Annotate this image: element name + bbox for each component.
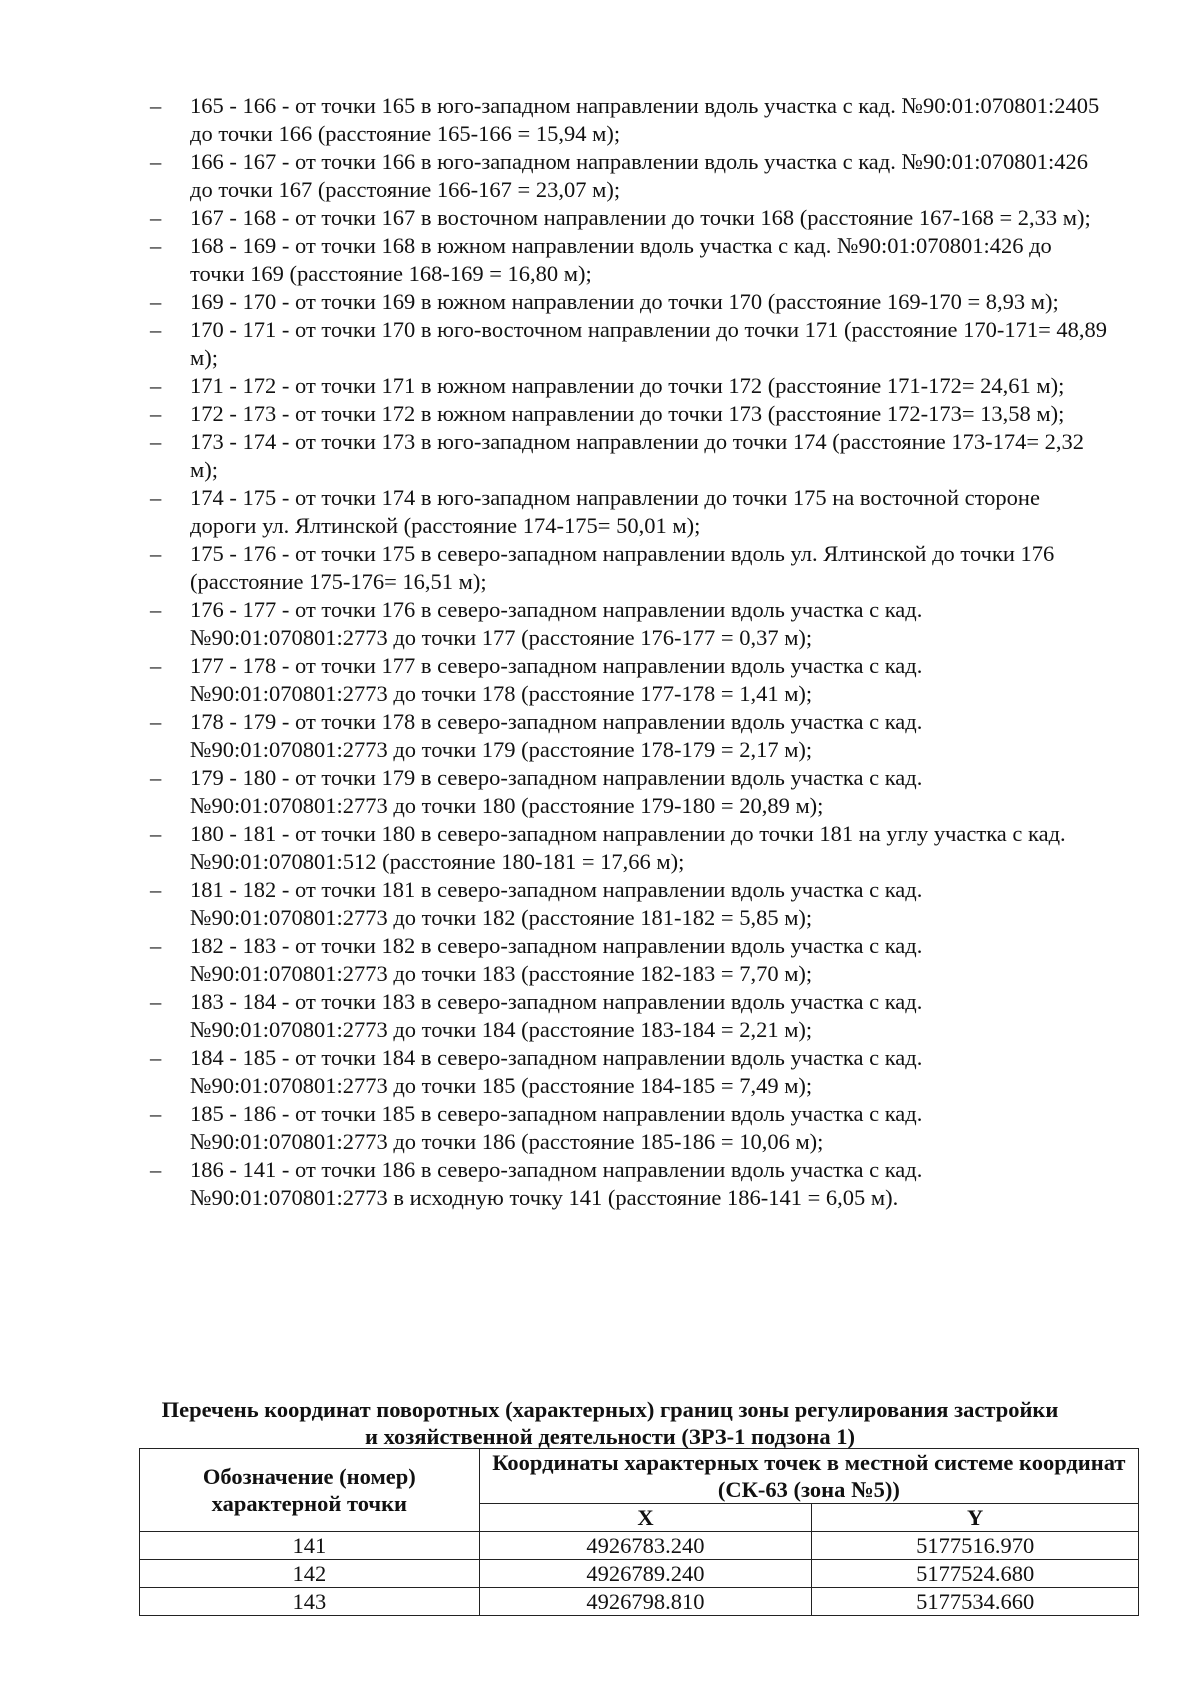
list-item-text: 167 - 168 - от точки 167 в восточном направлении до точки 168 (расстояние 167-168 = 2,33 м); [190, 205, 1091, 230]
list-item-text: 174 - 175 - от точки 174 в юго-западном направлении до точки 175 на восточной стороне дороги ул. Ялтинской (расстояние 174-175= 50,01 м); [190, 485, 1040, 538]
list-item-text: 180 - 181 - от точки 180 в северо-западном направлении до точки 181 на углу участка с кад. №90:01:070801:512 (расстояние 180-181 = 17,66 м); [190, 821, 1066, 874]
list-item [150, 204, 1110, 232]
list-item [150, 1100, 1110, 1156]
list-item-text: 185 - 186 - от точки 185 в северо-западном направлении вдоль участка с кад. №90:01:070801:2773 до точки 186 (расстояние 185-186 = 10,06 м); [190, 1101, 923, 1154]
list-item-text: 183 - 184 - от точки 183 в северо-западном направлении вдоль участка с кад. №90:01:070801:2773 до точки 184 (расстояние 183-184 = 2,21 м); [190, 989, 923, 1042]
list-item [150, 428, 1110, 484]
boundary-description-list [150, 92, 1110, 1212]
list-item [150, 288, 1110, 316]
table-row [140, 1560, 1139, 1588]
list-item [150, 232, 1110, 288]
y-coordinate-cell: 5177524.680 [812, 1560, 1139, 1588]
point-number-header: Обозначение (номер) характерной точки [140, 1449, 480, 1532]
list-item-text: 171 - 172 - от точки 171 в южном направлении до точки 172 (расстояние 171-172= 24,61 м); [190, 373, 1065, 398]
list-item [150, 1156, 1110, 1212]
list-item [150, 400, 1110, 428]
list-item [150, 316, 1110, 372]
list-dash: – [150, 1045, 162, 1070]
list-item-text: 172 - 173 - от точки 172 в южном направлении до точки 173 (расстояние 172-173= 13,58 м); [190, 401, 1065, 426]
list-dash: – [150, 317, 162, 342]
list-item-text: 181 - 182 - от точки 181 в северо-западном направлении вдоль участка с кад. №90:01:070801:2773 до точки 182 (расстояние 181-182 = 5,85 м); [190, 877, 923, 930]
list-item [150, 372, 1110, 400]
list-dash: – [150, 933, 162, 958]
y-coordinate-cell: 5177516.970 [812, 1532, 1139, 1560]
list-dash: – [150, 289, 162, 314]
table-row [140, 1588, 1139, 1616]
list-dash: – [150, 149, 162, 174]
list-item-text: 166 - 167 - от точки 166 в юго-западном направлении вдоль участка с кад. №90:01:070801:426 до точки 167 (расстояние 166-167 = 23,07 м); [190, 149, 1088, 202]
list-dash: – [150, 93, 162, 118]
list-item-text: 176 - 177 - от точки 176 в северо-западном направлении вдоль участка с кад. №90:01:070801:2773 до точки 177 (расстояние 176-177 = 0,37 м); [190, 597, 923, 650]
list-item [150, 820, 1110, 876]
list-dash: – [150, 485, 162, 510]
coordinates-table [139, 1448, 1139, 1616]
table-header-row [140, 1449, 1139, 1504]
x-header: X [479, 1504, 812, 1532]
list-item [150, 876, 1110, 932]
list-item [150, 92, 1110, 148]
list-item [150, 708, 1110, 764]
list-item [150, 1044, 1110, 1100]
list-dash: – [150, 765, 162, 790]
list-item-text: 169 - 170 - от точки 169 в южном направлении до точки 170 (расстояние 169-170 = 8,93 м); [190, 289, 1059, 314]
list-item [150, 988, 1110, 1044]
list-item-text: 186 - 141 - от точки 186 в северо-западном направлении вдоль участка с кад. №90:01:070801:2773 в исходную точку 141 (расстояние 186-141 = 6,05 м). [190, 1157, 923, 1210]
heading-line-1: Перечень координат поворотных (характерных) границ зоны регулирования застройки [161, 1397, 1059, 1422]
list-item [150, 148, 1110, 204]
list-item-text: 179 - 180 - от точки 179 в северо-западном направлении вдоль участка с кад. №90:01:070801:2773 до точки 180 (расстояние 179-180 = 20,89 м); [190, 765, 923, 818]
list-item-text: 165 - 166 - от точки 165 в юго-западном направлении вдоль участка с кад. №90:01:070801:2405 до точки 166 (расстояние 165-166 = 15,94 м); [190, 93, 1100, 146]
list-dash: – [150, 1101, 162, 1126]
coordinates-heading [120, 1396, 1100, 1450]
coordinates-table-body [140, 1532, 1139, 1616]
list-dash: – [150, 597, 162, 622]
list-dash: – [150, 429, 162, 454]
list-item-text: 177 - 178 - от точки 177 в северо-западном направлении вдоль участка с кад. №90:01:070801:2773 до точки 178 (расстояние 177-178 = 1,41 м); [190, 653, 923, 706]
list-item [150, 764, 1110, 820]
list-dash: – [150, 541, 162, 566]
list-dash: – [150, 373, 162, 398]
list-item [150, 540, 1110, 596]
list-item [150, 484, 1110, 540]
list-item-text: 175 - 176 - от точки 175 в северо-западном направлении вдоль ул. Ялтинской до точки 176 (расстояние 175-176= 16,51 м); [190, 541, 1055, 594]
list-item-text: 178 - 179 - от точки 178 в северо-западном направлении вдоль участка с кад. №90:01:070801:2773 до точки 179 (расстояние 178-179 = 2,17 м); [190, 709, 923, 762]
list-item-text: 170 - 171 - от точки 170 в юго-восточном направлении до точки 171 (расстояние 170-171= 48,89 м); [190, 317, 1108, 370]
list-item-text: 184 - 185 - от точки 184 в северо-западном направлении вдоль участка с кад. №90:01:070801:2773 до точки 185 (расстояние 184-185 = 7,49 м); [190, 1045, 923, 1098]
point-number-cell: 142 [140, 1560, 480, 1588]
y-header: Y [812, 1504, 1139, 1532]
list-item-text: 182 - 183 - от точки 182 в северо-западном направлении вдоль участка с кад. №90:01:070801:2773 до точки 183 (расстояние 182-183 = 7,70 м); [190, 933, 923, 986]
x-coordinate-cell: 4926789.240 [479, 1560, 812, 1588]
list-dash: – [150, 877, 162, 902]
list-dash: – [150, 1157, 162, 1182]
list-item-text: 168 - 169 - от точки 168 в южном направлении вдоль участка с кад. №90:01:070801:426 до точки 169 (расстояние 168-169 = 16,80 м); [190, 233, 1052, 286]
list-dash: – [150, 989, 162, 1014]
list-dash: – [150, 653, 162, 678]
point-number-cell: 141 [140, 1532, 480, 1560]
x-coordinate-cell: 4926798.810 [479, 1588, 812, 1616]
list-item-text: 173 - 174 - от точки 173 в юго-западном направлении до точки 174 (расстояние 173-174= 2,32 м); [190, 429, 1085, 482]
list-item [150, 932, 1110, 988]
list-item [150, 596, 1110, 652]
list-dash: – [150, 821, 162, 846]
list-item [150, 652, 1110, 708]
point-number-cell: 143 [140, 1588, 480, 1616]
list-dash: – [150, 233, 162, 258]
table-row [140, 1532, 1139, 1560]
coordinates-group-header: Координаты характерных точек в местной системе координат (СК-63 (зона №5)) [479, 1449, 1138, 1504]
x-coordinate-cell: 4926783.240 [479, 1532, 812, 1560]
list-dash: – [150, 401, 162, 426]
list-dash: – [150, 205, 162, 230]
y-coordinate-cell: 5177534.660 [812, 1588, 1139, 1616]
list-dash: – [150, 709, 162, 734]
heading-line-2: и хозяйственной деятельности (ЗРЗ-1 подзона 1) [365, 1424, 855, 1449]
